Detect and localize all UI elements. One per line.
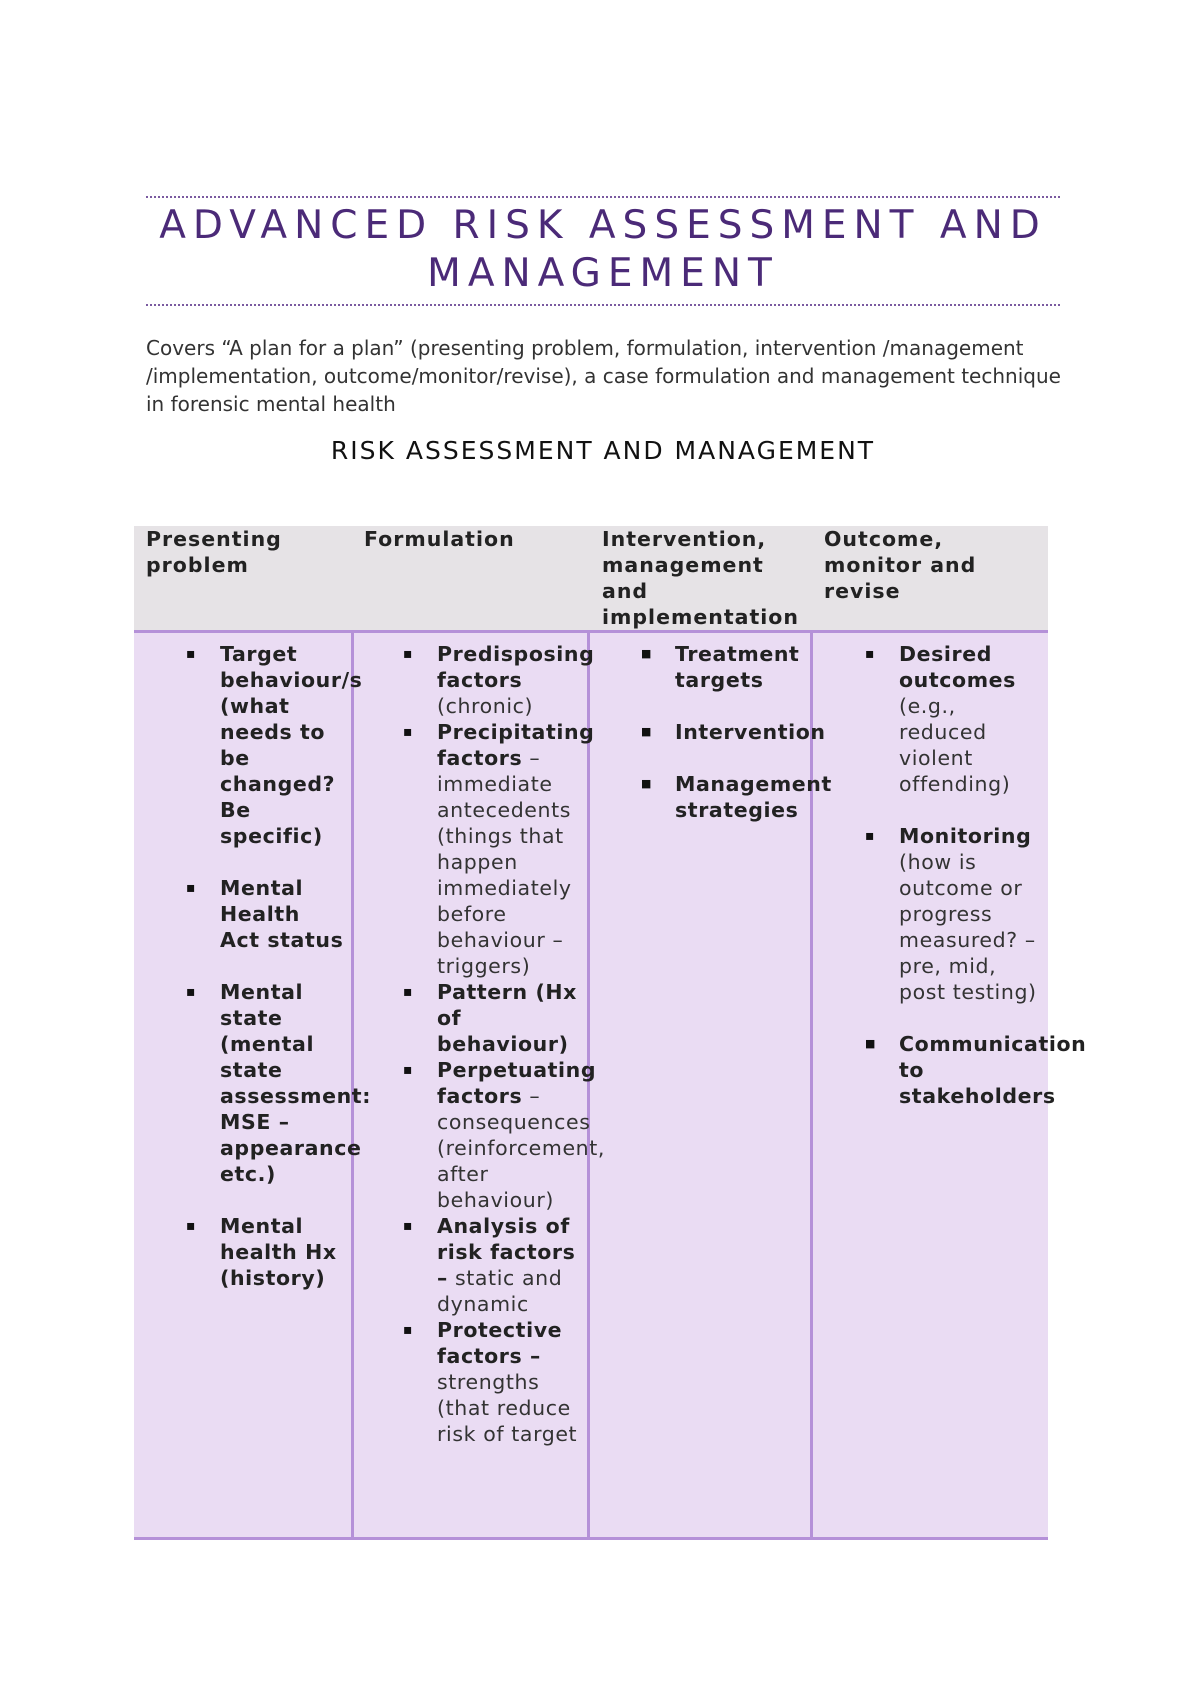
page-title: [146, 196, 1060, 304]
bullet-icon: ▪: [865, 828, 876, 844]
risk-table: [134, 526, 1087, 1540]
list-item: ▪ Mental health Hx (history): [186, 1214, 337, 1290]
bullet-icon: ▪: [403, 1322, 414, 1338]
column-divider: [587, 633, 590, 1537]
bullet-icon: ▪: [186, 646, 197, 662]
intervention-cell: [641, 641, 832, 823]
bullet-icon: ▪: [403, 724, 414, 740]
list-item: ■ Communication to stakeholders: [865, 1032, 1087, 1108]
list-item: ▪ Protective factors – strengths (that reduce risk of target: [403, 1318, 578, 1446]
bullet-icon: ▪: [186, 1218, 197, 1234]
list-item: ■ Treatment targets: [641, 642, 800, 692]
table-body-row: [134, 630, 1087, 1540]
bullet-icon: ▪: [403, 1218, 414, 1234]
title-line-2: MANAGEMENT: [427, 251, 779, 296]
bullet-icon: ■: [641, 777, 652, 790]
title-rule-bottom: [146, 304, 1060, 306]
list-item: ▪ Precipitating factors – immediate antecedents (things that happen immediately before behaviour – triggers): [403, 720, 595, 978]
list-item: ▪ Predisposing factors (chronic): [403, 642, 595, 718]
section-heading: RISK ASSESSMENT AND MANAGEMENT: [330, 436, 876, 465]
list-item: ▪ Mental Health Act status: [186, 876, 344, 952]
bullet-icon: ▪: [403, 984, 414, 1000]
bullet-icon: ▪: [186, 880, 197, 896]
formulation-list: [403, 641, 606, 1447]
list-item: ■ Management strategies: [641, 772, 832, 822]
list-item: ▪ Target behaviour/s (what needs to be changed? Be specific): [186, 642, 363, 848]
table-header-row: [134, 526, 1048, 630]
bullet-icon: ■: [641, 647, 652, 660]
list-item: ▪ Pattern (Hx of behaviour): [403, 980, 578, 1056]
intro-paragraph: Covers “A plan for a plan” (presenting problem, formulation, intervention /management /implementation, outcome/monitor/revise), a case formulation and management technique in forensic mental health: [146, 336, 1061, 416]
list-item: ■ Intervention: [641, 720, 826, 744]
presenting-problem-cell: [186, 641, 372, 1291]
bullet-icon: ■: [641, 725, 652, 738]
bullet-icon: ▪: [403, 646, 414, 662]
bullet-icon: ▪: [186, 984, 197, 1000]
bullet-icon: ■: [865, 1037, 876, 1050]
list-item: ▪ Perpetuating factors – consequences (reinforcement, after behaviour): [403, 1058, 606, 1212]
list-item: ▪ Monitoring (how is outcome or progress measured? – pre, mid, post testing): [865, 824, 1037, 1004]
outcome-cell: [865, 641, 1087, 1109]
header-outcome: Outcome, monitor and revise: [824, 527, 977, 603]
intervention-list: [641, 641, 832, 823]
list-item: ▪ Mental state (mental state assessment: MSE – appearance etc.): [186, 980, 372, 1186]
presenting-problem-list: [186, 641, 372, 1291]
column-divider: [810, 633, 813, 1537]
outcome-list: [865, 641, 1087, 1109]
bullet-icon: ▪: [865, 646, 876, 662]
header-intervention: Intervention, management and implementation: [602, 527, 799, 629]
header-presenting-problem: Presenting problem: [146, 527, 282, 577]
title-line-1: ADVANCED RISK ASSESSMENT AND: [159, 203, 1047, 248]
header-formulation: Formulation: [364, 527, 515, 551]
list-item: ▪ Analysis of risk factors – static and dynamic: [403, 1214, 576, 1316]
list-item: ▪ Desired outcomes (e.g., reduced violent offending): [865, 642, 1016, 796]
formulation-cell: [403, 641, 606, 1447]
bullet-icon: ▪: [403, 1062, 414, 1078]
